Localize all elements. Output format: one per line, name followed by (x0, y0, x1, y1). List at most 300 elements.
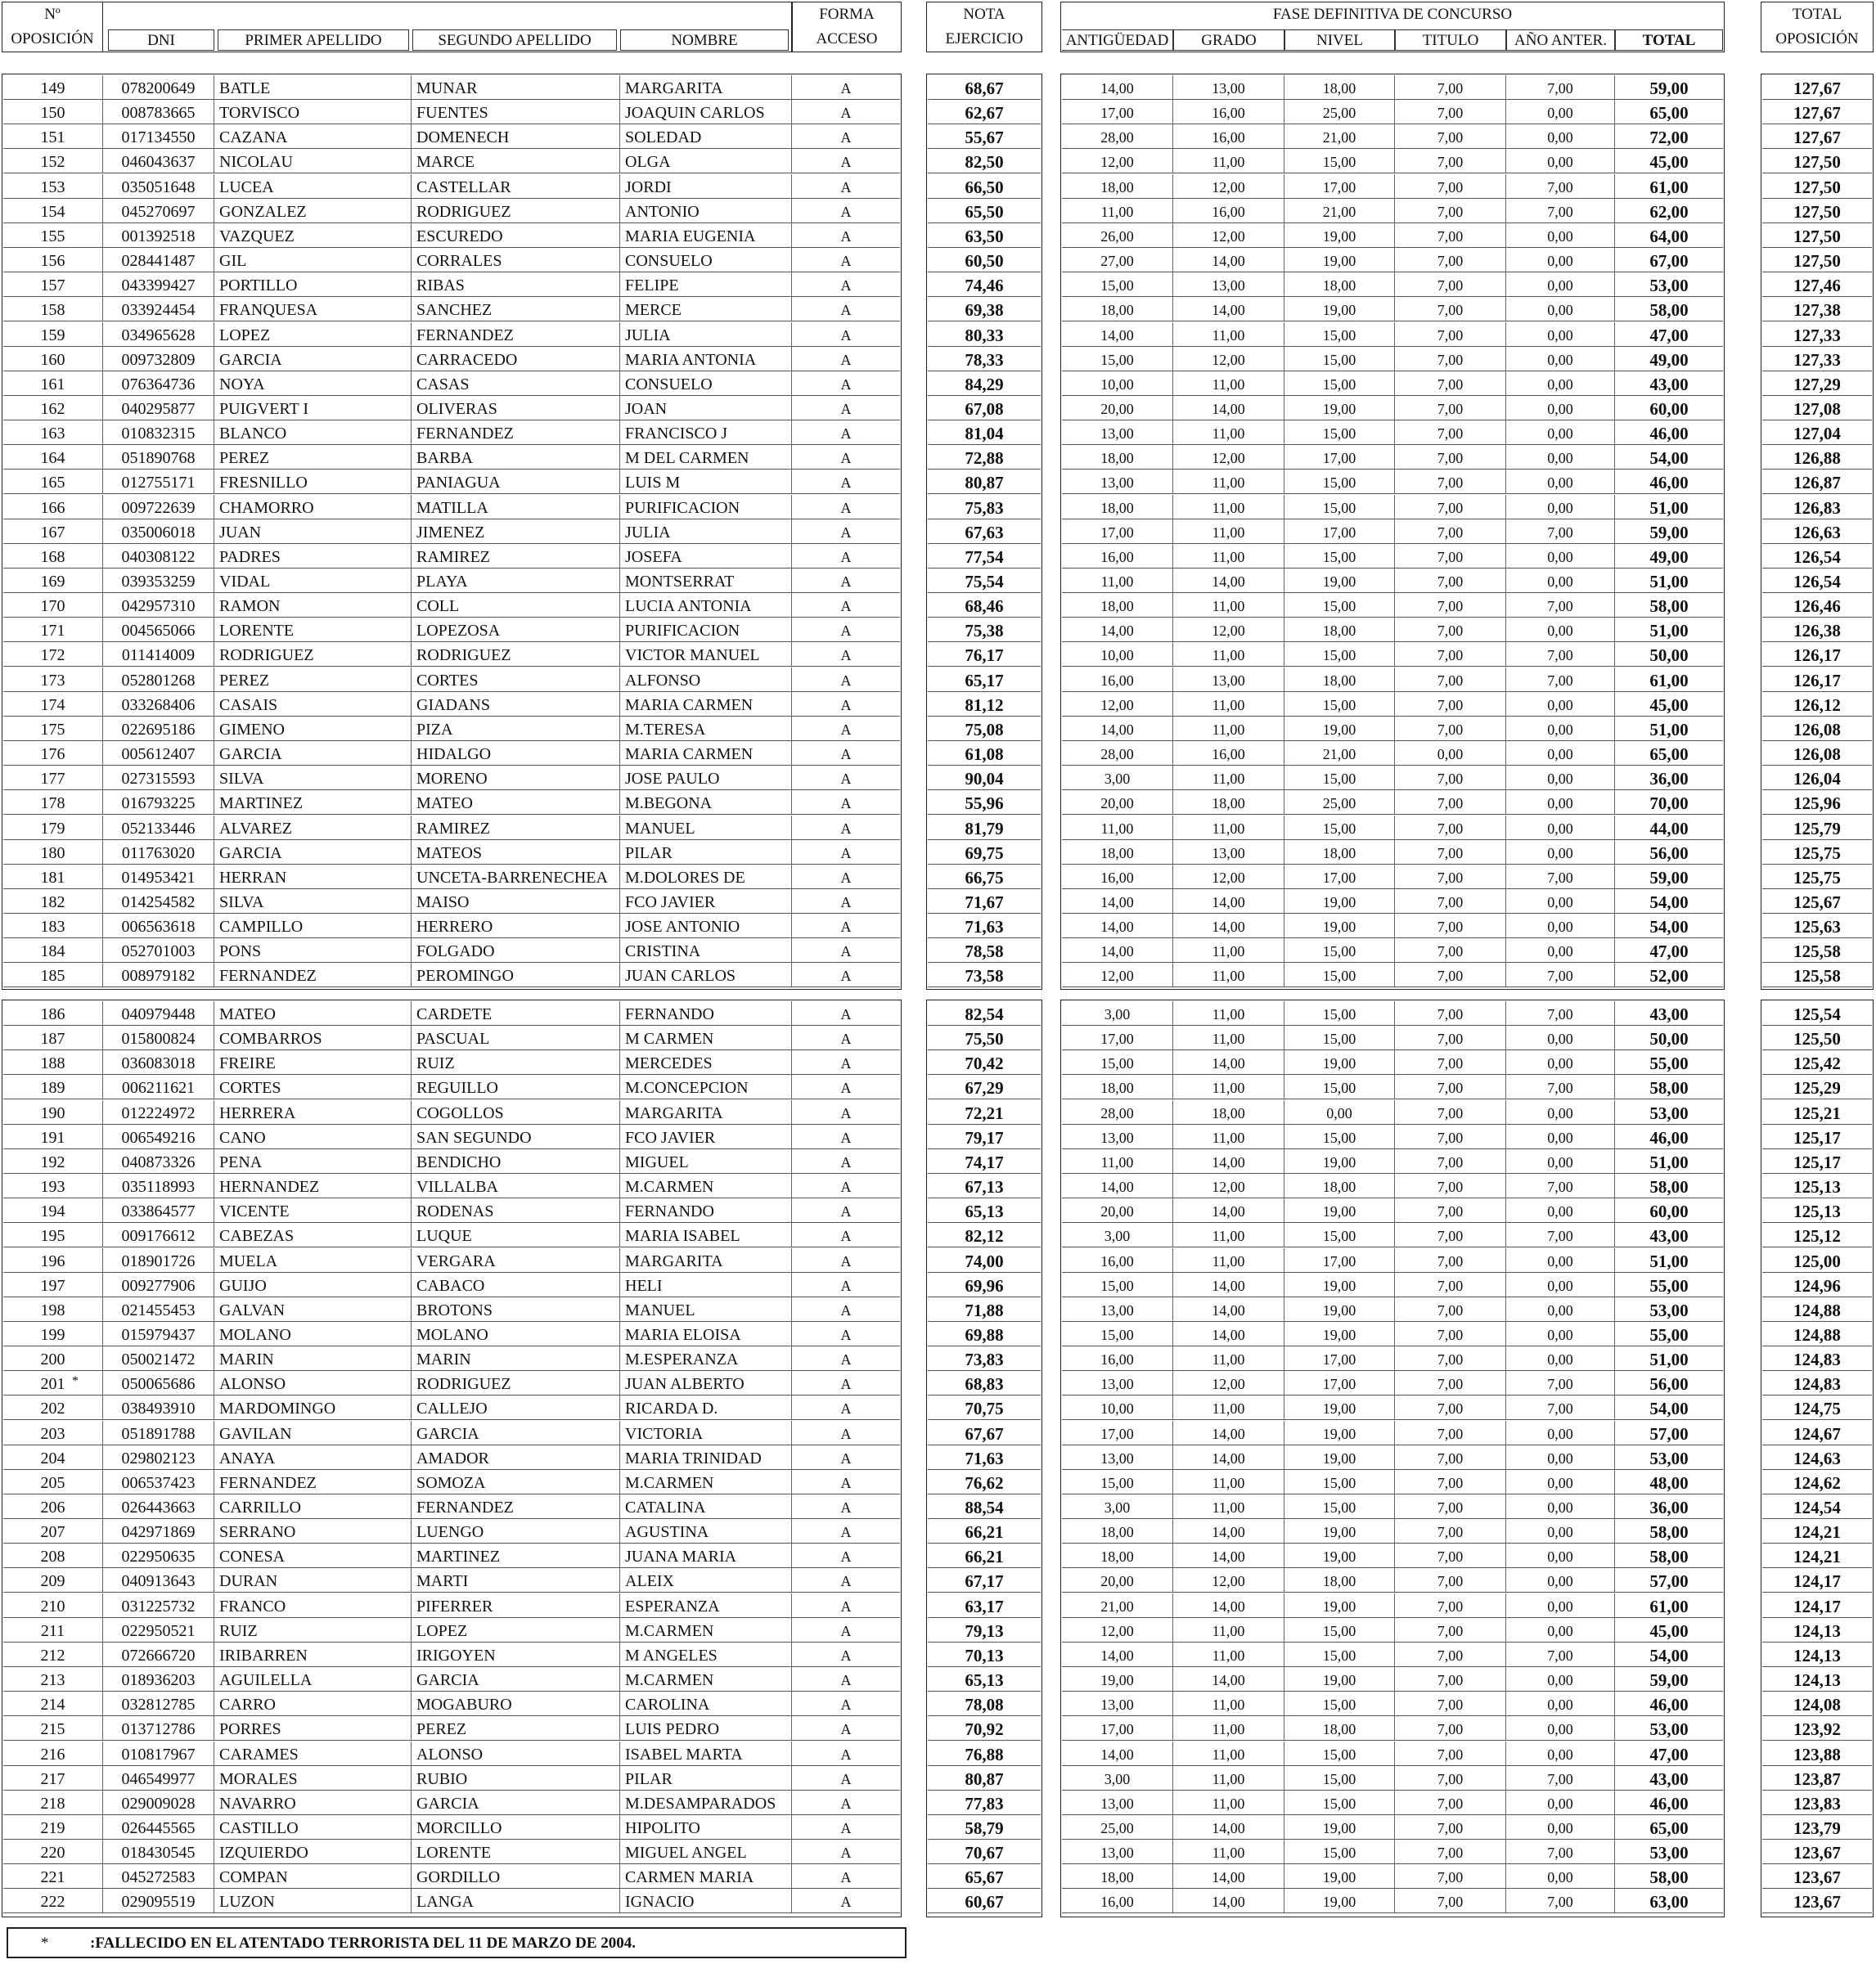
cell-nombre: LUIS PEDRO (620, 1716, 792, 1741)
cell-dni: 006211621 (103, 1075, 214, 1099)
cell-dni: 026445565 (103, 1815, 214, 1840)
cell-nota-ejercicio: 81,79 (928, 816, 1041, 840)
cell-anio-anter: 7,00 (1506, 593, 1615, 618)
cell-total-fase: 46,00 (1615, 420, 1723, 445)
cell-nota-ejercicio: 75,08 (928, 717, 1041, 741)
cell-titulo: 7,00 (1395, 938, 1506, 963)
cell-nombre: M.CARMEN (620, 1618, 792, 1643)
cell-segundo-apellido: CORRALES (412, 248, 620, 272)
cell-nivel: 19,00 (1284, 248, 1395, 272)
cell-primer-apellido: CABEZAS (214, 1223, 412, 1247)
cell-anio-anter: 0,00 (1506, 223, 1615, 248)
cell-nivel: 18,00 (1284, 75, 1395, 100)
cell-nombre: ALEIX (620, 1568, 792, 1593)
cell-n-oposicion: 151 (3, 124, 103, 149)
cell-n-oposicion: 180 (3, 840, 103, 865)
cell-nombre: MARGARITA (620, 1248, 792, 1273)
cell-forma-acceso: A (792, 248, 900, 272)
cell-nota-ejercicio: 68,46 (928, 593, 1041, 618)
cell-n-oposicion: 190 (3, 1100, 103, 1125)
cell-forma-acceso: A (792, 1864, 900, 1889)
cell-total-fase: 72,00 (1615, 124, 1723, 149)
cell-nivel: 15,00 (1284, 1470, 1395, 1494)
cell-primer-apellido: NAVARRO (214, 1791, 412, 1815)
cell-total-oposicion: 127,46 (1762, 272, 1872, 297)
cell-nota-ejercicio: 78,58 (928, 938, 1041, 963)
cell-nota-ejercicio: 82,54 (928, 1001, 1041, 1026)
cell-n-oposicion: 166 (3, 495, 103, 519)
cell-antiguedad: 11,00 (1062, 199, 1173, 223)
cell-grado: 14,00 (1173, 1445, 1284, 1470)
cell-nota-ejercicio: 80,33 (928, 322, 1041, 347)
cell-total-oposicion: 127,67 (1762, 124, 1872, 149)
cell-primer-apellido: CAMPILLO (214, 914, 412, 938)
cell-titulo: 7,00 (1395, 593, 1506, 618)
cell-forma-acceso: A (792, 199, 900, 223)
cell-segundo-apellido: MORENO (412, 766, 620, 790)
cell-total-fase: 63,00 (1615, 1889, 1723, 1913)
cell-anio-anter: 0,00 (1506, 1568, 1615, 1593)
cell-total-fase: 59,00 (1615, 519, 1723, 544)
cell-anio-anter: 0,00 (1506, 1445, 1615, 1470)
cell-primer-apellido: CHAMORRO (214, 495, 412, 519)
cell-total-fase: 50,00 (1615, 642, 1723, 667)
cell-nombre: MARIA EUGENIA (620, 223, 792, 248)
cell-anio-anter: 0,00 (1506, 1050, 1615, 1075)
cell-total-oposicion: 124,83 (1762, 1346, 1872, 1371)
cell-antiguedad: 19,00 (1062, 1667, 1173, 1692)
cell-antiguedad: 14,00 (1062, 1742, 1173, 1766)
cell-titulo: 7,00 (1395, 717, 1506, 741)
cell-segundo-apellido: PANIAGUA (412, 470, 620, 494)
cell-segundo-apellido: MATEOS (412, 840, 620, 865)
cell-total-oposicion: 124,54 (1762, 1494, 1872, 1519)
cell-titulo: 7,00 (1395, 149, 1506, 173)
cell-nota-ejercicio: 76,62 (928, 1470, 1041, 1494)
cell-primer-apellido: GALVAN (214, 1297, 412, 1322)
cell-nivel: 15,00 (1284, 495, 1395, 519)
cell-anio-anter: 0,00 (1506, 1421, 1615, 1445)
cell-nombre: M.CARMEN (620, 1667, 792, 1692)
cell-nivel: 25,00 (1284, 790, 1395, 815)
cell-n-oposicion: 153 (3, 174, 103, 199)
cell-forma-acceso: A (792, 495, 900, 519)
cell-segundo-apellido: VERGARA (412, 1248, 620, 1273)
cell-grado: 14,00 (1173, 1593, 1284, 1618)
cell-primer-apellido: LORENTE (214, 618, 412, 642)
cell-anio-anter: 0,00 (1506, 248, 1615, 272)
cell-dni: 011414009 (103, 642, 214, 667)
cell-grado: 11,00 (1173, 1618, 1284, 1643)
cell-dni: 046043637 (103, 149, 214, 173)
cell-nota-ejercicio: 63,50 (928, 223, 1041, 248)
cell-forma-acceso: A (792, 322, 900, 347)
cell-n-oposicion: 156 (3, 248, 103, 272)
cell-nivel: 15,00 (1284, 1618, 1395, 1643)
cell-nombre: PURIFICACION (620, 495, 792, 519)
cell-anio-anter: 0,00 (1506, 371, 1615, 396)
cell-nivel: 19,00 (1284, 1395, 1395, 1420)
cell-primer-apellido: ANAYA (214, 1445, 412, 1470)
cell-titulo: 7,00 (1395, 470, 1506, 494)
cell-nombre: ISABEL MARTA (620, 1742, 792, 1766)
cell-forma-acceso: A (792, 124, 900, 149)
cell-primer-apellido: GARCIA (214, 741, 412, 766)
cell-antiguedad: 15,00 (1062, 1273, 1173, 1297)
cell-titulo: 7,00 (1395, 1223, 1506, 1247)
header-forma-label: FORMA (819, 6, 875, 23)
cell-forma-acceso: A (792, 347, 900, 371)
cell-anio-anter: 7,00 (1506, 963, 1615, 987)
cell-segundo-apellido: LORENTE (412, 1840, 620, 1864)
cell-nivel: 21,00 (1284, 741, 1395, 766)
cell-dni: 010817967 (103, 1742, 214, 1766)
cell-forma-acceso: A (792, 1026, 900, 1050)
cell-forma-acceso: A (792, 1544, 900, 1568)
cell-grado: 14,00 (1173, 396, 1284, 420)
cell-titulo: 7,00 (1395, 1643, 1506, 1667)
cell-anio-anter: 0,00 (1506, 1618, 1615, 1643)
cell-forma-acceso: A (792, 1322, 900, 1346)
cell-grado: 14,00 (1173, 1198, 1284, 1223)
cell-dni: 015979437 (103, 1322, 214, 1346)
cell-nota-ejercicio: 80,87 (928, 470, 1041, 494)
cell-n-oposicion: 218 (3, 1791, 103, 1815)
deceased-mark: * (72, 1374, 79, 1389)
cell-antiguedad: 26,00 (1062, 223, 1173, 248)
cell-nota-ejercicio: 66,21 (928, 1544, 1041, 1568)
cell-total-fase: 58,00 (1615, 1174, 1723, 1198)
cell-dni: 017134550 (103, 124, 214, 149)
cell-segundo-apellido: RAMIREZ (412, 816, 620, 840)
cell-total-fase: 53,00 (1615, 272, 1723, 297)
cell-dni: 036083018 (103, 1050, 214, 1075)
cell-primer-apellido: COMBARROS (214, 1026, 412, 1050)
cell-grado: 18,00 (1173, 790, 1284, 815)
cell-anio-anter: 0,00 (1506, 1346, 1615, 1371)
cell-dni: 016793225 (103, 790, 214, 815)
cell-dni: 046549977 (103, 1766, 214, 1791)
cell-nivel: 15,00 (1284, 816, 1395, 840)
cell-n-oposicion: 155 (3, 223, 103, 248)
cell-nombre: JOSEFA (620, 544, 792, 569)
cell-nota-ejercicio: 65,13 (928, 1198, 1041, 1223)
cell-nombre: MARIA TRINIDAD (620, 1445, 792, 1470)
cell-segundo-apellido: UNCETA-BARRENECHEA (412, 865, 620, 889)
cell-nombre: ESPERANZA (620, 1593, 792, 1618)
cell-nombre: CATALINA (620, 1494, 792, 1519)
cell-titulo: 7,00 (1395, 569, 1506, 593)
cell-segundo-apellido: OLIVERAS (412, 396, 620, 420)
cell-grado: 13,00 (1173, 667, 1284, 692)
cell-forma-acceso: A (792, 618, 900, 642)
cell-dni: 005612407 (103, 741, 214, 766)
cell-grado: 11,00 (1173, 1001, 1284, 1026)
cell-grado: 14,00 (1173, 248, 1284, 272)
cell-anio-anter: 7,00 (1506, 75, 1615, 100)
cell-antiguedad: 14,00 (1062, 618, 1173, 642)
cell-nombre: MIGUEL ANGEL (620, 1840, 792, 1864)
cell-titulo: 7,00 (1395, 1273, 1506, 1297)
cell-segundo-apellido: PEROMINGO (412, 963, 620, 987)
cell-primer-apellido: FRESNILLO (214, 470, 412, 494)
footnote-mark: * (41, 1935, 49, 1952)
cell-antiguedad: 11,00 (1062, 816, 1173, 840)
cell-n-oposicion: 187 (3, 1026, 103, 1050)
cell-nota-ejercicio: 69,75 (928, 840, 1041, 865)
cell-total-oposicion: 126,12 (1762, 692, 1872, 717)
cell-anio-anter: 0,00 (1506, 149, 1615, 173)
cell-nombre: FCO JAVIER (620, 1125, 792, 1149)
cell-total-fase: 51,00 (1615, 1149, 1723, 1174)
cell-nota-ejercicio: 82,50 (928, 149, 1041, 173)
cell-nombre: FERNANDO (620, 1198, 792, 1223)
cell-total-fase: 45,00 (1615, 1618, 1723, 1643)
cell-antiguedad: 18,00 (1062, 593, 1173, 618)
cell-total-fase: 49,00 (1615, 347, 1723, 371)
cell-anio-anter: 7,00 (1506, 1889, 1615, 1913)
cell-anio-anter: 0,00 (1506, 1544, 1615, 1568)
cell-nivel: 17,00 (1284, 865, 1395, 889)
cell-total-oposicion: 125,58 (1762, 963, 1872, 987)
cell-nombre: MARIA CARMEN (620, 692, 792, 717)
cell-titulo: 7,00 (1395, 1149, 1506, 1174)
cell-antiguedad: 18,00 (1062, 1519, 1173, 1544)
cell-titulo: 7,00 (1395, 1692, 1506, 1716)
cell-nivel: 19,00 (1284, 1273, 1395, 1297)
cell-grado: 14,00 (1173, 1421, 1284, 1445)
cell-primer-apellido: GIMENO (214, 717, 412, 741)
cell-primer-apellido: PORRES (214, 1716, 412, 1741)
cell-n-oposicion: 198 (3, 1297, 103, 1322)
cell-total-fase: 46,00 (1615, 470, 1723, 494)
cell-nota-ejercicio: 67,08 (928, 396, 1041, 420)
cell-total-oposicion: 127,67 (1762, 100, 1872, 124)
cell-total-fase: 44,00 (1615, 816, 1723, 840)
cell-antiguedad: 28,00 (1062, 1100, 1173, 1125)
cell-nivel: 15,00 (1284, 593, 1395, 618)
cell-nombre: LUCIA ANTONIA (620, 593, 792, 618)
cell-nivel: 19,00 (1284, 889, 1395, 914)
cell-dni: 033864577 (103, 1198, 214, 1223)
cell-anio-anter: 0,00 (1506, 889, 1615, 914)
cell-grado: 11,00 (1173, 963, 1284, 987)
cell-segundo-apellido: VILLALBA (412, 1174, 620, 1198)
cell-nota-ejercicio: 74,00 (928, 1248, 1041, 1273)
cell-forma-acceso: A (792, 149, 900, 173)
cell-anio-anter: 0,00 (1506, 1322, 1615, 1346)
cell-n-oposicion: 183 (3, 914, 103, 938)
cell-primer-apellido: AGUILELLA (214, 1667, 412, 1692)
cell-titulo: 7,00 (1395, 1297, 1506, 1322)
cell-total-oposicion: 125,13 (1762, 1198, 1872, 1223)
cell-n-oposicion: 168 (3, 544, 103, 569)
cell-titulo: 7,00 (1395, 1864, 1506, 1889)
cell-total-fase: 55,00 (1615, 1273, 1723, 1297)
cell-total-fase: 54,00 (1615, 1395, 1723, 1420)
cell-nota-ejercicio: 69,96 (928, 1273, 1041, 1297)
cell-forma-acceso: A (792, 692, 900, 717)
cell-total-oposicion: 123,79 (1762, 1815, 1872, 1840)
header-oposicion-label: OPOSICIÓN (11, 30, 94, 47)
cell-n-oposicion: 152 (3, 149, 103, 173)
cell-n-oposicion: 209 (3, 1568, 103, 1593)
cell-segundo-apellido: RODENAS (412, 1198, 620, 1223)
cell-total-oposicion: 126,46 (1762, 593, 1872, 618)
cell-dni: 004565066 (103, 618, 214, 642)
cell-forma-acceso: A (792, 1075, 900, 1099)
cell-nombre: VICTOR MANUEL (620, 642, 792, 667)
cell-nombre: M.DOLORES DE (620, 865, 792, 889)
cell-segundo-apellido: CORTES (412, 667, 620, 692)
cell-nombre: LUIS M (620, 470, 792, 494)
cell-primer-apellido: COMPAN (214, 1864, 412, 1889)
cell-nivel: 19,00 (1284, 1667, 1395, 1692)
cell-segundo-apellido: PIZA (412, 717, 620, 741)
cell-n-oposicion: 175 (3, 717, 103, 741)
cell-antiguedad: 12,00 (1062, 1618, 1173, 1643)
cell-nivel: 17,00 (1284, 1248, 1395, 1273)
cell-total-oposicion: 126,88 (1762, 445, 1872, 470)
cell-nivel: 19,00 (1284, 1889, 1395, 1913)
cell-total-fase: 51,00 (1615, 717, 1723, 741)
cell-total-oposicion: 124,62 (1762, 1470, 1872, 1494)
cell-primer-apellido: HERRAN (214, 865, 412, 889)
cell-nivel: 0,00 (1284, 1100, 1395, 1125)
cell-segundo-apellido: RODRIGUEZ (412, 199, 620, 223)
cell-dni: 040308122 (103, 544, 214, 569)
cell-nombre: PILAR (620, 840, 792, 865)
cell-nombre: FELIPE (620, 272, 792, 297)
cell-forma-acceso: A (792, 1421, 900, 1445)
cell-total-oposicion: 127,50 (1762, 199, 1872, 223)
cell-primer-apellido: MARDOMINGO (214, 1395, 412, 1420)
cell-total-oposicion: 127,04 (1762, 420, 1872, 445)
cell-total-fase: 67,00 (1615, 248, 1723, 272)
cell-total-fase: 52,00 (1615, 963, 1723, 987)
cell-nivel: 15,00 (1284, 1766, 1395, 1791)
cell-nivel: 15,00 (1284, 938, 1395, 963)
cell-total-fase: 51,00 (1615, 569, 1723, 593)
cell-segundo-apellido: JIMENEZ (412, 519, 620, 544)
cell-nota-ejercicio: 76,88 (928, 1742, 1041, 1766)
cell-nivel: 17,00 (1284, 1346, 1395, 1371)
cell-dni: 029009028 (103, 1791, 214, 1815)
cell-dni: 022950635 (103, 1544, 214, 1568)
cell-segundo-apellido: BROTONS (412, 1297, 620, 1322)
cell-antiguedad: 12,00 (1062, 963, 1173, 987)
cell-nombre: M.DESAMPARADOS (620, 1791, 792, 1815)
cell-primer-apellido: LOPEZ (214, 322, 412, 347)
cell-nota-ejercicio: 82,12 (928, 1223, 1041, 1247)
cell-nota-ejercicio: 77,54 (928, 544, 1041, 569)
cell-anio-anter: 0,00 (1506, 766, 1615, 790)
cell-total-fase: 56,00 (1615, 840, 1723, 865)
cell-grado: 11,00 (1173, 1125, 1284, 1149)
cell-titulo: 7,00 (1395, 1470, 1506, 1494)
cell-primer-apellido: BATLE (214, 75, 412, 100)
cell-titulo: 7,00 (1395, 667, 1506, 692)
cell-antiguedad: 15,00 (1062, 272, 1173, 297)
cell-nombre: FERNANDO (620, 1001, 792, 1026)
cell-nota-ejercicio: 71,63 (928, 1445, 1041, 1470)
cell-antiguedad: 17,00 (1062, 519, 1173, 544)
cell-antiguedad: 13,00 (1062, 1445, 1173, 1470)
cell-nivel: 18,00 (1284, 667, 1395, 692)
cell-grado: 11,00 (1173, 717, 1284, 741)
cell-titulo: 7,00 (1395, 297, 1506, 321)
cell-antiguedad: 18,00 (1062, 174, 1173, 199)
cell-total-fase: 46,00 (1615, 1692, 1723, 1716)
cell-nota-ejercicio: 65,13 (928, 1667, 1041, 1692)
cell-primer-apellido: GIL (214, 248, 412, 272)
cell-n-oposicion: 169 (3, 569, 103, 593)
cell-titulo: 7,00 (1395, 1445, 1506, 1470)
cell-nota-ejercicio: 78,33 (928, 347, 1041, 371)
cell-antiguedad: 15,00 (1062, 1050, 1173, 1075)
cell-segundo-apellido: MUNAR (412, 75, 620, 100)
cell-grado: 11,00 (1173, 766, 1284, 790)
cell-dni: 010832315 (103, 420, 214, 445)
cell-antiguedad: 14,00 (1062, 75, 1173, 100)
cell-forma-acceso: A (792, 1692, 900, 1716)
cell-total-oposicion: 124,67 (1762, 1421, 1872, 1445)
cell-primer-apellido: IZQUIERDO (214, 1840, 412, 1864)
cell-nota-ejercicio: 58,79 (928, 1815, 1041, 1840)
cell-total-fase: 62,00 (1615, 199, 1723, 223)
cell-n-oposicion: 164 (3, 445, 103, 470)
cell-forma-acceso: A (792, 1125, 900, 1149)
cell-nota-ejercicio: 60,67 (928, 1889, 1041, 1913)
cell-n-oposicion: 161 (3, 371, 103, 396)
cell-antiguedad: 20,00 (1062, 1568, 1173, 1593)
cell-nombre: JOAQUIN CARLOS (620, 100, 792, 124)
cell-antiguedad: 14,00 (1062, 1643, 1173, 1667)
cell-dni: 026443663 (103, 1494, 214, 1519)
cell-grado: 11,00 (1173, 371, 1284, 396)
cell-n-oposicion: 194 (3, 1198, 103, 1223)
cell-dni: 050021472 (103, 1346, 214, 1371)
cell-titulo: 7,00 (1395, 248, 1506, 272)
cell-nota-ejercicio: 68,67 (928, 75, 1041, 100)
cell-nota-ejercicio: 75,38 (928, 618, 1041, 642)
cell-segundo-apellido: MARIN (412, 1346, 620, 1371)
cell-forma-acceso: A (792, 816, 900, 840)
cell-dni: 013712786 (103, 1716, 214, 1741)
cell-total-oposicion: 125,13 (1762, 1174, 1872, 1198)
cell-nombre: M.CARMEN (620, 1470, 792, 1494)
cell-n-oposicion: 177 (3, 766, 103, 790)
cell-dni: 052701003 (103, 938, 214, 963)
cell-nota-ejercicio: 65,17 (928, 667, 1041, 692)
cell-antiguedad: 11,00 (1062, 1149, 1173, 1174)
cell-anio-anter: 7,00 (1506, 865, 1615, 889)
cell-total-fase: 58,00 (1615, 1864, 1723, 1889)
cell-dni: 042971869 (103, 1519, 214, 1544)
cell-antiguedad: 18,00 (1062, 1864, 1173, 1889)
cell-dni: 006537423 (103, 1470, 214, 1494)
cell-antiguedad: 12,00 (1062, 692, 1173, 717)
cell-total-fase: 49,00 (1615, 544, 1723, 569)
cell-dni: 033268406 (103, 692, 214, 717)
cell-n-oposicion: 213 (3, 1667, 103, 1692)
cell-segundo-apellido: LOPEZOSA (412, 618, 620, 642)
cell-grado: 14,00 (1173, 1544, 1284, 1568)
cell-grado: 14,00 (1173, 1297, 1284, 1322)
cell-anio-anter: 7,00 (1506, 642, 1615, 667)
cell-nivel: 19,00 (1284, 1297, 1395, 1322)
cell-nombre: M.TERESA (620, 717, 792, 741)
